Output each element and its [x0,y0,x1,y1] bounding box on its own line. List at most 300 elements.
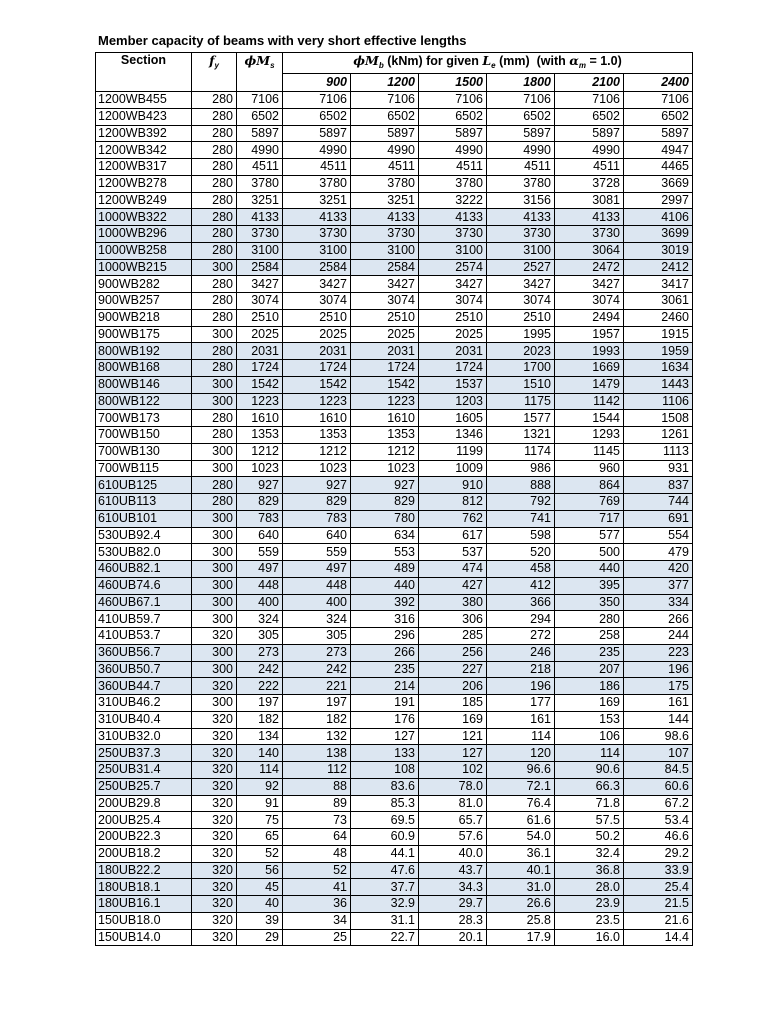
section-cell: 310UB46.2 [96,695,192,712]
mb-cell: 169 [419,711,487,728]
mb-cell: 1261 [624,427,693,444]
mb-cell: 88 [283,778,351,795]
mb-cell: 161 [487,711,555,728]
ms-cell: 40 [237,896,283,913]
beam-capacity-table [95,52,693,946]
mb-cell: 400 [283,594,351,611]
ms-cell: 222 [237,678,283,695]
mb-cell: 65.7 [419,812,487,829]
mb-cell: 1610 [283,410,351,427]
section-cell: 200UB22.3 [96,829,192,846]
mb-cell: 1353 [283,427,351,444]
ms-cell: 7106 [237,92,283,109]
mb-cell: 90.6 [555,762,624,779]
fy-cell: 320 [192,829,237,846]
mb-cell: 479 [624,544,693,561]
mb-cell: 48 [283,845,351,862]
mb-cell: 458 [487,561,555,578]
ms-subscript: s [270,61,275,70]
mb-cell: 864 [555,477,624,494]
mb-cell: 218 [487,661,555,678]
mb-cell: 3730 [283,226,351,243]
mb-cell: 2025 [351,326,419,343]
mb-cell: 3019 [624,242,693,259]
mb-cell: 769 [555,494,624,511]
ms-cell: 3100 [237,242,283,259]
mb-cell: 20.1 [419,929,487,946]
section-cell: 200UB25.4 [96,812,192,829]
mb-cell: 6502 [624,108,693,125]
mb-cell: 29.7 [419,896,487,913]
fy-cell: 320 [192,728,237,745]
fy-cell: 320 [192,812,237,829]
mb-cell: 717 [555,510,624,527]
mb-cell: 2031 [283,343,351,360]
table-row [96,209,693,226]
ms-cell: 39 [237,912,283,929]
section-cell: 800WB146 [96,376,192,393]
mb-cell: 1174 [487,443,555,460]
mb-cell: 2527 [487,259,555,276]
mb-cell: 40.1 [487,862,555,879]
mb-cell: 273 [283,644,351,661]
mb-cell: 634 [351,527,419,544]
ms-cell: 6502 [237,108,283,125]
mb-cell: 640 [283,527,351,544]
mb-cell: 26.6 [487,896,555,913]
mb-cell: 3427 [351,276,419,293]
ms-cell: 3780 [237,175,283,192]
mb-cell: 2412 [624,259,693,276]
mb-cell: 256 [419,644,487,661]
mb-cell: 214 [351,678,419,695]
mb-cell: 553 [351,544,419,561]
section-cell: 150UB14.0 [96,929,192,946]
mb-cell: 127 [351,728,419,745]
mb-cell: 744 [624,494,693,511]
ms-cell: 1212 [237,443,283,460]
table-row [96,510,693,527]
mb-cell: 177 [487,695,555,712]
mb-cell: 296 [351,628,419,645]
table-row [96,594,693,611]
fy-cell: 320 [192,745,237,762]
section-cell: 700WB130 [96,443,192,460]
table-row [96,494,693,511]
fy-cell: 300 [192,510,237,527]
mb-cell: 3427 [487,276,555,293]
mb-cell: 448 [283,577,351,594]
table-row [96,728,693,745]
mb-cell: 196 [487,678,555,695]
mb-cell: 334 [624,594,693,611]
ms-cell: 1542 [237,376,283,393]
section-cell: 610UB125 [96,477,192,494]
table-row [96,879,693,896]
table-row [96,326,693,343]
section-cell: 1200WB278 [96,175,192,192]
mb-cell: 153 [555,711,624,728]
mb-cell: 3100 [487,242,555,259]
fy-cell: 320 [192,879,237,896]
length-header: 1500 [419,74,487,92]
table-row [96,259,693,276]
mb-cell: 161 [624,695,693,712]
column-header-mb-group [283,53,693,74]
fy-cell: 280 [192,360,237,377]
table-row [96,678,693,695]
table-row [96,644,693,661]
mb-cell: 114 [555,745,624,762]
ms-cell: 559 [237,544,283,561]
mb-cell: 32.4 [555,845,624,862]
mb-cell: 1212 [351,443,419,460]
fy-cell: 300 [192,594,237,611]
mb-cell: 266 [624,611,693,628]
mb-cell: 3699 [624,226,693,243]
section-cell: 800WB122 [96,393,192,410]
mb-cell: 3064 [555,242,624,259]
table-row [96,293,693,310]
ms-cell: 1724 [237,360,283,377]
section-cell: 180UB18.1 [96,879,192,896]
mb-cell: 76.4 [487,795,555,812]
mb-cell: 96.6 [487,762,555,779]
table-row [96,376,693,393]
ms-cell: 273 [237,644,283,661]
mb-cell: 762 [419,510,487,527]
mb-cell: 316 [351,611,419,628]
fy-cell: 320 [192,762,237,779]
ms-cell: 114 [237,762,283,779]
ms-cell: 1023 [237,460,283,477]
mb-cell: 3100 [419,242,487,259]
le-subscript: e [491,61,496,70]
section-cell: 1200WB455 [96,92,192,109]
table-row [96,92,693,109]
section-header-label: Section [120,53,167,67]
mb-cell: 7106 [419,92,487,109]
le-symbol: L [482,53,492,68]
mb-cell: 98.6 [624,728,693,745]
mb-cell: 102 [419,762,487,779]
mb-cell: 3156 [487,192,555,209]
section-cell: 310UB40.4 [96,711,192,728]
fy-cell: 300 [192,393,237,410]
mb-cell: 2510 [283,309,351,326]
mb-cell: 4990 [351,142,419,159]
mb-cell: 927 [283,477,351,494]
mb-cell: 392 [351,594,419,611]
mb-cell: 132 [283,728,351,745]
fy-cell: 280 [192,159,237,176]
mb-cell: 4990 [487,142,555,159]
mb-cell: 427 [419,577,487,594]
table-row [96,242,693,259]
ms-cell: 305 [237,628,283,645]
page-title: Member capacity of beams with very short effective lengths [98,33,467,48]
mb-cell: 3417 [624,276,693,293]
fy-cell: 300 [192,644,237,661]
ms-cell: 324 [237,611,283,628]
length-header: 2100 [555,74,624,92]
table-row [96,912,693,929]
mb-cell: 3427 [419,276,487,293]
fy-cell: 280 [192,276,237,293]
ms-cell: 497 [237,561,283,578]
mb-cell: 182 [283,711,351,728]
mb-cell: 258 [555,628,624,645]
table-row [96,611,693,628]
mb-cell: 2460 [624,309,693,326]
fy-cell: 280 [192,226,237,243]
table-row [96,544,693,561]
mb-cell: 43.7 [419,862,487,879]
mb-cell: 7106 [487,92,555,109]
mb-cell: 1542 [283,376,351,393]
mb-cell: 1175 [487,393,555,410]
mb-cell: 106 [555,728,624,745]
mb-cell: 6502 [487,108,555,125]
mb-cell: 5897 [419,125,487,142]
mb-cell: 2031 [351,343,419,360]
mb-cell: 3074 [487,293,555,310]
alpha-subscript: m [578,61,586,70]
mb-cell: 1203 [419,393,487,410]
table-row [96,427,693,444]
section-cell: 610UB113 [96,494,192,511]
mb-cell: 5897 [283,125,351,142]
mb-cell: 81.0 [419,795,487,812]
mb-cell: 5897 [351,125,419,142]
mb-cell: 64 [283,829,351,846]
mb-cell: 4947 [624,142,693,159]
mb-cell: 7106 [555,92,624,109]
mb-cell: 66.3 [555,778,624,795]
mb-cell: 3074 [283,293,351,310]
fy-cell: 300 [192,661,237,678]
mb-cell: 395 [555,577,624,594]
section-cell: 250UB31.4 [96,762,192,779]
mb-cell: 1669 [555,360,624,377]
mb-cell: 272 [487,628,555,645]
ms-cell: 45 [237,879,283,896]
mb-cell: 3728 [555,175,624,192]
table-row [96,410,693,427]
fy-cell: 300 [192,443,237,460]
mb-cell: 294 [487,611,555,628]
column-header-ms [237,53,283,92]
mb-cell: 366 [487,594,555,611]
mb-cell: 23.9 [555,896,624,913]
ms-cell: 140 [237,745,283,762]
mb-cell: 114 [487,728,555,745]
mb-cell: 3780 [419,175,487,192]
mb-cell: 54.0 [487,829,555,846]
mb-cell: 2025 [419,326,487,343]
mb-cell: 53.4 [624,812,693,829]
section-cell: 360UB44.7 [96,678,192,695]
mb-cell: 1993 [555,343,624,360]
mb-cell: 440 [351,577,419,594]
mb-cell: 2031 [419,343,487,360]
mb-cell: 306 [419,611,487,628]
ms-cell: 3251 [237,192,283,209]
mb-cell: 120 [487,745,555,762]
mb-cell: 4511 [351,159,419,176]
mb-cell: 420 [624,561,693,578]
fy-cell: 320 [192,896,237,913]
mb-cell: 25 [283,929,351,946]
mb-cell: 121 [419,728,487,745]
mb-cell: 829 [351,494,419,511]
mb-cell: 31.1 [351,912,419,929]
mb-cell: 2584 [283,259,351,276]
mb-cell: 242 [283,661,351,678]
table-row [96,360,693,377]
fy-cell: 300 [192,611,237,628]
ms-cell: 3427 [237,276,283,293]
mb-cell: 108 [351,762,419,779]
ms-cell: 3074 [237,293,283,310]
mb-cell: 23.5 [555,912,624,929]
mb-cell: 83.6 [351,778,419,795]
mb-cell: 3780 [283,175,351,192]
mb-cell: 21.5 [624,896,693,913]
mb-cell: 33.9 [624,862,693,879]
mb-cell: 3669 [624,175,693,192]
mb-cell: 67.2 [624,795,693,812]
mb-cell: 1023 [283,460,351,477]
mb-cell: 40.0 [419,845,487,862]
mb-cell: 3730 [487,226,555,243]
fy-cell: 280 [192,92,237,109]
section-cell: 610UB101 [96,510,192,527]
fy-cell: 280 [192,309,237,326]
mb-cell: 112 [283,762,351,779]
ms-cell: 2584 [237,259,283,276]
ms-cell: 242 [237,661,283,678]
mb-cell: 73 [283,812,351,829]
mb-cell: 3100 [283,242,351,259]
mb-cell: 36 [283,896,351,913]
mb-cell: 3074 [351,293,419,310]
mb-cell: 227 [419,661,487,678]
fy-cell: 280 [192,209,237,226]
mb-cell: 2510 [487,309,555,326]
mb-cell: 21.6 [624,912,693,929]
length-header: 1800 [487,74,555,92]
length-header: 1200 [351,74,419,92]
ms-cell: 65 [237,829,283,846]
mb-cell: 6502 [351,108,419,125]
mb-cell: 5897 [487,125,555,142]
table-row [96,577,693,594]
section-cell: 900WB218 [96,309,192,326]
mb-cell: 16.0 [555,929,624,946]
fy-cell: 320 [192,711,237,728]
mb-cell: 4133 [419,209,487,226]
mb-cell: 221 [283,678,351,695]
mb-cell: 246 [487,644,555,661]
fy-cell: 280 [192,175,237,192]
mb-cell: 377 [624,577,693,594]
fy-cell: 300 [192,376,237,393]
mb-cell: 691 [624,510,693,527]
section-cell: 1200WB392 [96,125,192,142]
mb-cell: 783 [283,510,351,527]
mb-cell: 497 [283,561,351,578]
fy-subscript: y [214,61,219,70]
table-row [96,142,693,159]
mb-cell: 4133 [283,209,351,226]
mb-cell: 34 [283,912,351,929]
table-row [96,795,693,812]
mb-cell: 7106 [351,92,419,109]
section-cell: 250UB25.7 [96,778,192,795]
mb-cell: 280 [555,611,624,628]
mb-symbol: ϕM [353,53,379,68]
mb-cell: 1959 [624,343,693,360]
mb-cell: 1009 [419,460,487,477]
mb-cell: 107 [624,745,693,762]
ms-cell: 92 [237,778,283,795]
fy-cell: 300 [192,259,237,276]
mb-cell: 2997 [624,192,693,209]
mb-cell: 3074 [419,293,487,310]
mb-cell: 29.2 [624,845,693,862]
mb-cell: 5897 [555,125,624,142]
table-row [96,276,693,293]
fy-cell: 280 [192,293,237,310]
ms-cell: 91 [237,795,283,812]
mb-cell: 4511 [419,159,487,176]
mb-cell: 25.4 [624,879,693,896]
ms-cell: 2025 [237,326,283,343]
length-header: 2400 [624,74,693,92]
mb-cell: 72.1 [487,778,555,795]
mb-text-2: (mm) (with [495,54,570,68]
ms-cell: 3730 [237,226,283,243]
mb-cell: 1510 [487,376,555,393]
mb-cell: 829 [283,494,351,511]
table-row [96,159,693,176]
section-cell: 700WB173 [96,410,192,427]
section-cell: 360UB56.7 [96,644,192,661]
mb-cell: 888 [487,477,555,494]
mb-cell: 169 [555,695,624,712]
mb-cell: 144 [624,711,693,728]
mb-cell: 5897 [624,125,693,142]
fy-cell: 320 [192,845,237,862]
ms-cell: 1610 [237,410,283,427]
ms-cell: 56 [237,862,283,879]
mb-cell: 60.9 [351,829,419,846]
table-row [96,443,693,460]
mb-cell: 1544 [555,410,624,427]
table-row [96,226,693,243]
mb-cell: 910 [419,477,487,494]
ms-cell: 182 [237,711,283,728]
mb-cell: 138 [283,745,351,762]
mb-text-3: = 1.0) [585,54,622,68]
fy-cell: 280 [192,427,237,444]
mb-cell: 577 [555,527,624,544]
table-row [96,175,693,192]
mb-cell: 559 [283,544,351,561]
section-cell: 310UB32.0 [96,728,192,745]
mb-cell: 1605 [419,410,487,427]
